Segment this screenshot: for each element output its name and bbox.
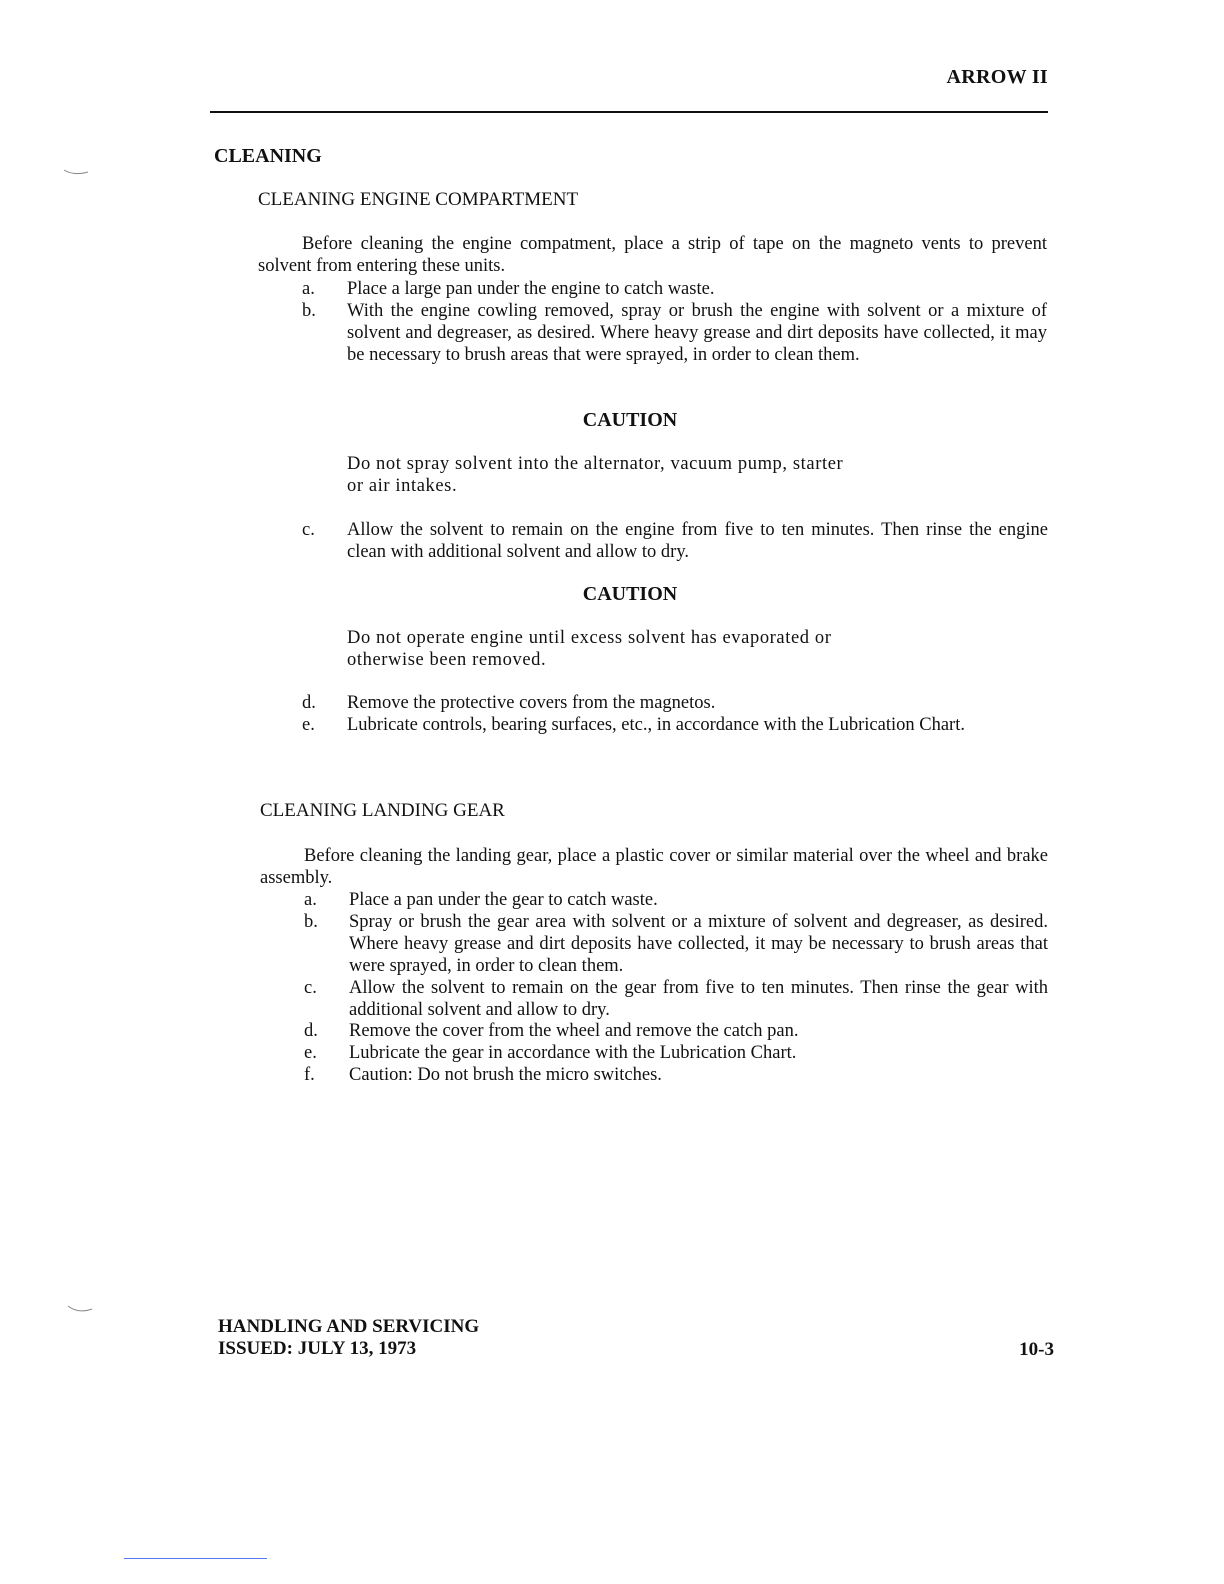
item-label: e. (304, 1043, 317, 1063)
header-title: ARROW II (946, 66, 1048, 88)
section-title: CLEANING (214, 145, 322, 167)
item-text: Allow the solvent to remain on the gear from five to ten minutes. Then rinse the gear with additional solvent and allow to dry. (349, 978, 1048, 1020)
scan-mark-top (62, 166, 92, 178)
page-number: 10-3 (1019, 1339, 1054, 1360)
footer-info (218, 1316, 479, 1360)
item-label: d. (304, 1021, 318, 1041)
caution-text (347, 453, 922, 497)
item-text: Remove the cover from the wheel and remove the catch pan. (349, 1021, 799, 1041)
item-text: Remove the protective covers from the magnetos. (347, 693, 716, 713)
item-label: c. (304, 978, 317, 998)
item-label: a. (302, 279, 315, 299)
caution-line: Do not spray solvent into the alternator, vacuum pump, starter (347, 454, 844, 474)
item-text: Lubricate the gear in accordance with the Lubrication Chart. (349, 1043, 797, 1063)
item-text: Allow the solvent to remain on the engine from five to ten minutes. Then rinse the engine clean with additional solvent and allow to dry. (347, 520, 1048, 562)
item-text: Lubricate controls, bearing surfaces, etc., in accordance with the Lubrication Chart. (347, 715, 965, 735)
item-label: e. (302, 715, 315, 735)
item-text: Place a pan under the gear to catch waste. (349, 890, 658, 910)
gear-heading: CLEANING LANDING GEAR (260, 800, 505, 821)
item-text: With the engine cowling removed, spray or brush the engine with solvent or a mixture of solvent and degreaser, as desired. Where heavy grease and dirt deposits have collected, it may be necessary to brush areas that were sprayed, in order to clean them. (347, 301, 1047, 365)
caution-line: Do not operate engine until excess solvent has evaporated or (347, 628, 832, 648)
caution-line: or air intakes. (347, 476, 458, 496)
header-rule (210, 111, 1048, 113)
footer-issued: ISSUED: JULY 13, 1973 (218, 1338, 417, 1359)
gear-intro: Before cleaning the landing gear, place a plastic cover or similar material over the wheel and brake assembly. (260, 846, 1048, 888)
item-text: Place a large pan under the engine to catch waste. (347, 279, 715, 299)
caution-line: otherwise been removed. (347, 650, 547, 670)
item-label: b. (302, 301, 316, 321)
caution-title: CAUTION (582, 583, 678, 605)
item-label: a. (304, 890, 317, 910)
item-label: c. (302, 520, 315, 540)
caution-text (347, 627, 922, 671)
item-label: b. (304, 912, 318, 932)
footer-section: HANDLING AND SERVICING (218, 1316, 480, 1337)
scan-mark-bottom (66, 1300, 96, 1316)
scan-edge-line (124, 1558, 267, 1559)
item-label: d. (302, 693, 316, 713)
item-label: f. (304, 1065, 315, 1085)
engine-heading: CLEANING ENGINE COMPARTMENT (258, 189, 579, 210)
engine-intro: Before cleaning the engine compatment, place a strip of tape on the magneto vents to prevent solvent from entering these units. (258, 234, 1047, 276)
caution-title: CAUTION (582, 409, 678, 431)
item-text: Spray or brush the gear area with solvent or a mixture of solvent and degreaser, as desired. Where heavy grease and dirt deposits have collected, it may be necessary to brush areas that were sprayed, in order to clean them. (349, 912, 1048, 976)
item-text: Caution: Do not brush the micro switches. (349, 1065, 662, 1085)
